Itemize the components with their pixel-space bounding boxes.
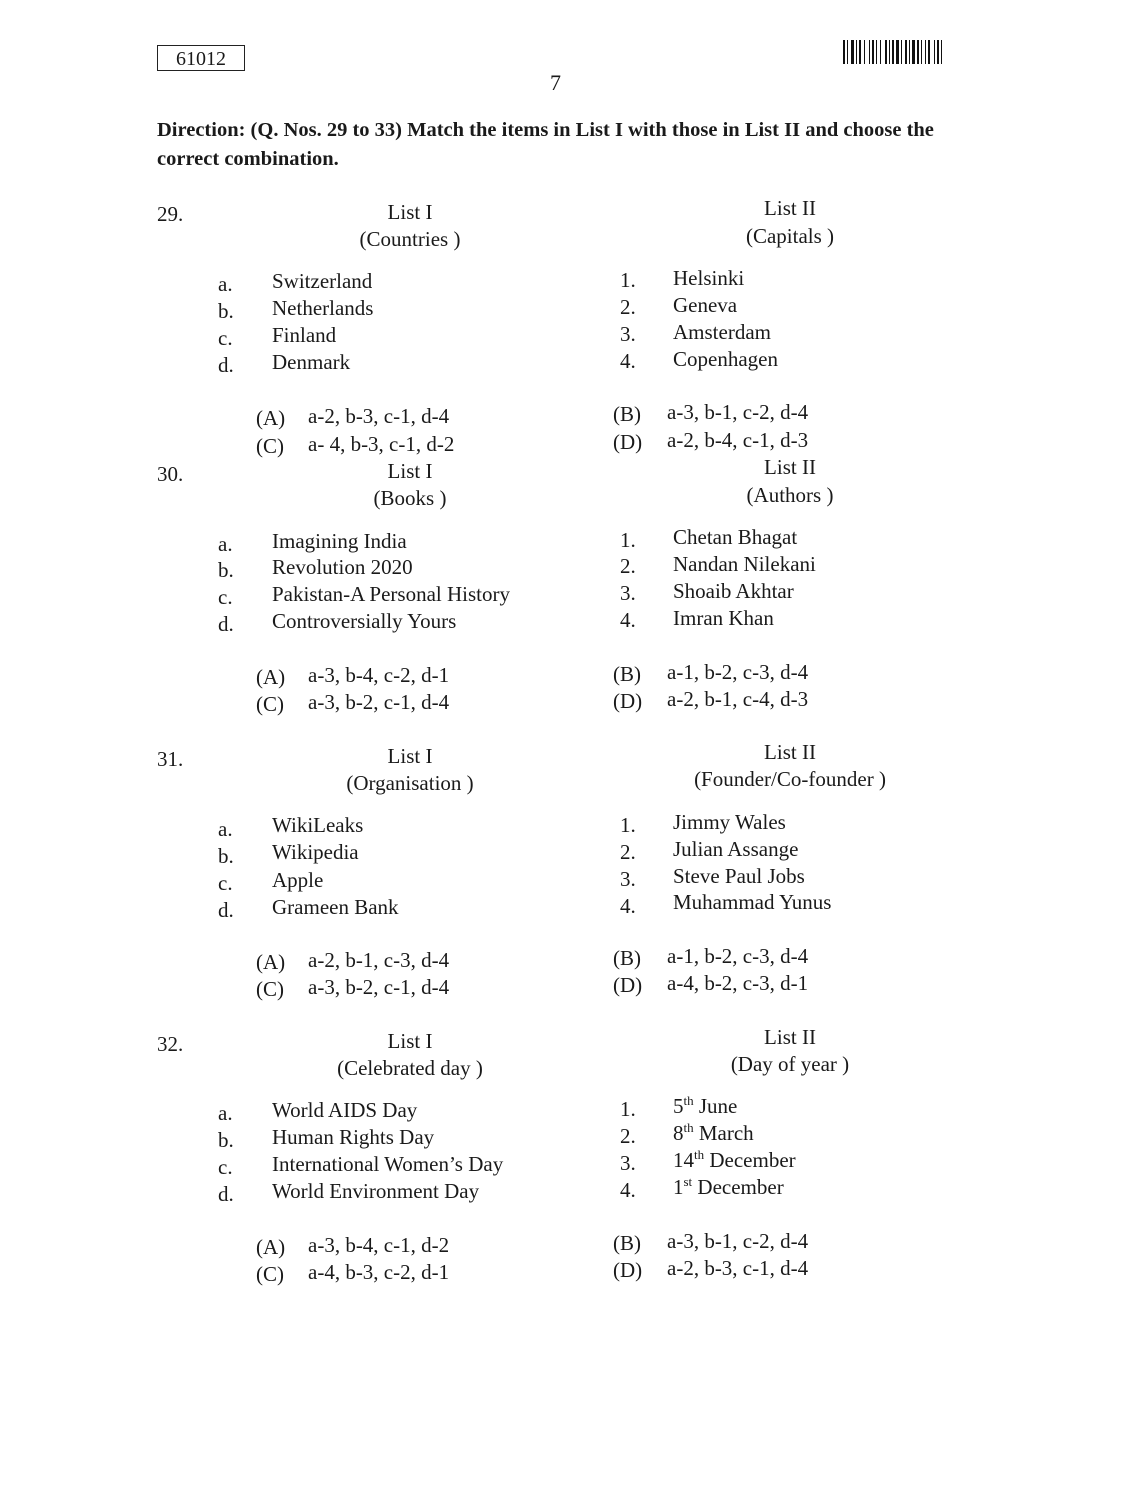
day-suffix: th — [683, 1093, 694, 1108]
list-item-letter: d. — [218, 898, 234, 922]
direction-text: Direction: (Q. Nos. 29 to 33) Match the items in List I with those in List II and choose the correct combination. — [157, 119, 934, 170]
option-text: a-3, b-2, c-1, d-4 — [308, 690, 450, 714]
list-item: Pakistan-A Personal History — [272, 582, 510, 606]
list-item: Finland — [272, 323, 337, 347]
list-item: Julian Assange — [673, 837, 799, 861]
question-number: 30. — [157, 462, 184, 486]
list-item — [673, 1148, 796, 1173]
option-label: (D) — [613, 1258, 643, 1282]
list-item: Apple — [272, 868, 324, 892]
option-label: (A) — [256, 1235, 286, 1259]
option-label: (A) — [256, 406, 286, 430]
option-label: (A) — [256, 665, 286, 689]
barcode-icon — [843, 40, 998, 64]
list-item: Denmark — [272, 350, 351, 374]
list2-title: List II — [764, 740, 816, 764]
option-label: (D) — [613, 430, 643, 454]
list-item — [673, 1094, 737, 1119]
list-item: Wikipedia — [272, 840, 359, 864]
list-item-letter: c. — [218, 326, 233, 350]
option-text: a-3, b-1, c-2, d-4 — [667, 1229, 809, 1253]
list-item-number: 4. — [620, 894, 636, 918]
list-item: Switzerland — [272, 269, 373, 293]
list2-title: List II — [764, 1025, 816, 1049]
month-name: December — [697, 1175, 784, 1199]
option-label: (A) — [256, 950, 286, 974]
list-item-number: 2. — [620, 1124, 636, 1148]
option-text: a-4, b-2, c-3, d-1 — [667, 971, 809, 995]
option-label: (C) — [256, 434, 284, 458]
list-item-letter: c. — [218, 871, 233, 895]
list-item: Amsterdam — [673, 320, 771, 344]
option-label: (D) — [613, 689, 643, 713]
list-item-number: 1. — [620, 813, 636, 837]
list-item-letter: c. — [218, 585, 233, 609]
month-name: June — [698, 1094, 738, 1118]
list-item: Grameen Bank — [272, 895, 399, 919]
list1-subtitle: (Books ) — [373, 486, 447, 510]
list-item: Human Rights Day — [272, 1125, 435, 1149]
option-text: a-1, b-2, c-3, d-4 — [667, 660, 809, 684]
list-item: Shoaib Akhtar — [673, 579, 794, 603]
option-text: a-2, b-3, c-1, d-4 — [308, 404, 450, 428]
month-name: March — [698, 1121, 754, 1145]
list2-title: List II — [764, 196, 816, 220]
day-suffix: th — [683, 1120, 694, 1135]
month-name: December — [709, 1148, 796, 1172]
option-label: (B) — [613, 662, 641, 686]
question-number: 32. — [157, 1032, 184, 1056]
list-item-letter: a. — [218, 532, 233, 556]
list-item: World Environment Day — [272, 1179, 480, 1203]
list1-title: List I — [387, 1029, 433, 1053]
option-label: (C) — [256, 977, 284, 1001]
list-item: Steve Paul Jobs — [673, 864, 805, 888]
list-item: Muhammad Yunus — [673, 890, 832, 914]
list2-subtitle: (Capitals ) — [745, 224, 835, 248]
question-number: 29. — [157, 202, 184, 226]
list-item-letter: a. — [218, 817, 233, 841]
list-item-number: 4. — [620, 608, 636, 632]
list-item: World AIDS Day — [272, 1098, 418, 1122]
list1-title: List I — [387, 200, 433, 224]
day-suffix: st — [683, 1174, 693, 1189]
list1-subtitle: (Organisation ) — [346, 771, 474, 795]
option-text: a-2, b-3, c-1, d-4 — [667, 1256, 809, 1280]
list-item-letter: a. — [218, 1101, 233, 1125]
list-item: Netherlands — [272, 296, 374, 320]
list2-title: List II — [764, 455, 816, 479]
option-text: a-2, b-1, c-3, d-4 — [308, 948, 450, 972]
option-text: a-3, b-2, c-1, d-4 — [308, 975, 450, 999]
list-item-letter: b. — [218, 844, 234, 868]
list-item-number: 1. — [620, 1097, 636, 1121]
list-item-number: 2. — [620, 554, 636, 578]
option-label: (D) — [613, 973, 643, 997]
list2-subtitle: (Founder/Co-founder ) — [694, 767, 886, 791]
option-text: a-3, b-4, c-1, d-2 — [308, 1233, 450, 1257]
list-item-letter: c. — [218, 1155, 233, 1179]
option-label: (C) — [256, 692, 284, 716]
list-item-number: 2. — [620, 840, 636, 864]
question-number: 31. — [157, 747, 184, 771]
day-suffix: th — [694, 1147, 705, 1162]
list-item-number: 2. — [620, 295, 636, 319]
list-item: Controversially Yours — [272, 609, 457, 633]
list-item: WikiLeaks — [272, 813, 364, 837]
option-text: a-3, b-1, c-2, d-4 — [667, 400, 809, 424]
option-text: a-2, b-1, c-4, d-3 — [667, 687, 809, 711]
list2-subtitle: (Day of year ) — [730, 1052, 850, 1076]
option-label: (B) — [613, 946, 641, 970]
list2-subtitle: (Authors ) — [746, 483, 834, 507]
list-item-number: 1. — [620, 528, 636, 552]
list1-subtitle: (Celebrated day ) — [337, 1056, 483, 1080]
list-item-number: 3. — [620, 581, 636, 605]
list-item: Imagining India — [272, 529, 407, 553]
day-number: 5 — [673, 1094, 684, 1118]
list-item: Nandan Nilekani — [673, 552, 816, 576]
list-item-letter: a. — [218, 272, 233, 296]
list-item-number: 4. — [620, 1178, 636, 1202]
list-item: Copenhagen — [673, 347, 778, 371]
list-item: International Women’s Day — [272, 1152, 504, 1176]
day-number: 8 — [673, 1121, 684, 1145]
list-item: Jimmy Wales — [673, 810, 786, 834]
list-item-number: 1. — [620, 268, 636, 292]
list-item: Geneva — [673, 293, 738, 317]
option-text: a-3, b-4, c-2, d-1 — [308, 663, 450, 687]
list-item: Helsinki — [673, 266, 745, 290]
option-label: (C) — [256, 1262, 284, 1286]
list-item — [673, 1175, 784, 1200]
list-item-letter: b. — [218, 299, 234, 323]
list-item: Chetan Bhagat — [673, 525, 798, 549]
list-item-number: 3. — [620, 1151, 636, 1175]
option-label: (B) — [613, 1231, 641, 1255]
list-item-number: 3. — [620, 322, 636, 346]
list-item: Revolution 2020 — [272, 555, 413, 579]
list-item-number: 3. — [620, 867, 636, 891]
list-item-number: 4. — [620, 349, 636, 373]
option-text: a-2, b-4, c-1, d-3 — [667, 428, 809, 452]
day-number: 14 — [673, 1148, 694, 1172]
option-label: (B) — [613, 402, 641, 426]
paper-code-box: 61012 — [157, 45, 245, 71]
page-number: 7 — [550, 70, 561, 95]
list-item — [673, 1121, 754, 1146]
list1-title: List I — [387, 459, 433, 483]
option-text: a-1, b-2, c-3, d-4 — [667, 944, 809, 968]
list-item-letter: b. — [218, 558, 234, 582]
day-number: 1 — [673, 1175, 684, 1199]
option-text: a- 4, b-3, c-1, d-2 — [308, 432, 455, 456]
list1-title: List I — [387, 744, 433, 768]
list-item-letter: b. — [218, 1128, 234, 1152]
list-item-letter: d. — [218, 612, 234, 636]
list-item: Imran Khan — [673, 606, 774, 630]
list1-subtitle: (Countries ) — [359, 227, 461, 251]
list-item-letter: d. — [218, 1182, 234, 1206]
option-text: a-4, b-3, c-2, d-1 — [308, 1260, 450, 1284]
list-item-letter: d. — [218, 353, 234, 377]
